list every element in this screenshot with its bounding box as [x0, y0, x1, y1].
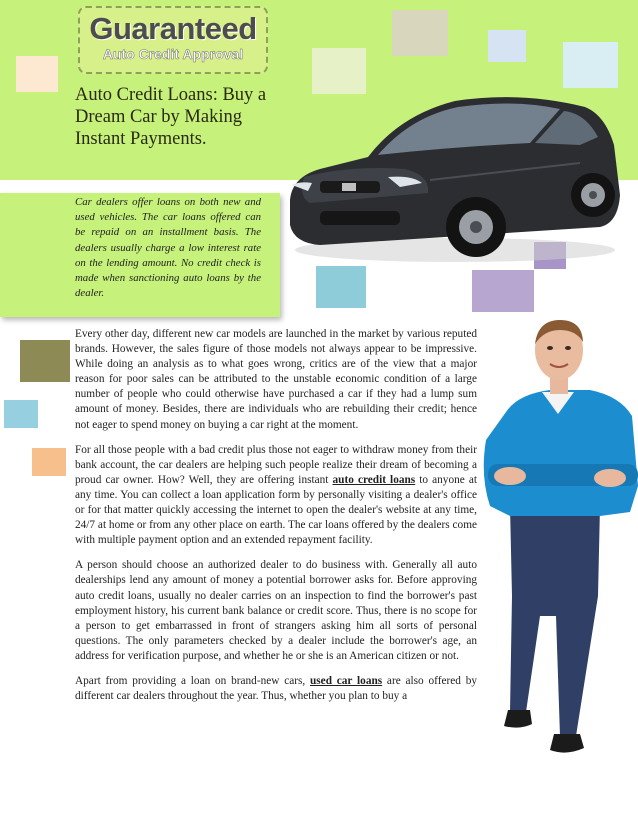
paragraph-2-end: to anyone at any time. You can collect a loan application form by personally visiting a dealer's office or for that matter quickly accessing the internet to open the dealer's website at any time, 24/7 at home or from any other place on earth. The car loans offered by the dealers come with multiple payment option and an extended repayment facility.: [75, 473, 477, 547]
deco-square: [4, 400, 38, 428]
paragraph-4-start: Apart from providing a loan on brand-new cars,: [75, 674, 310, 687]
deco-square: [488, 30, 526, 62]
deco-square: [472, 270, 534, 312]
used-car-loans-link[interactable]: used car loans: [310, 674, 383, 687]
paragraph-2: [75, 443, 477, 549]
guaranteed-logo: [78, 6, 268, 74]
paragraph-4-end: are also offered by different car dealers throughout the year. Thus, whether you plan to buy a: [75, 674, 477, 703]
deco-square: [16, 56, 58, 92]
man-image: [480, 316, 638, 756]
logo-line-1: Guaranteed: [89, 11, 257, 46]
paragraph-1: Every other day, different new car models are launched in the market by various reputed brands. However, the sales figure of those models not always appear to be impressive. While doing an analysis as to what goes wrong, critics are of the view that a major reason for poor sales can be attributed to the unstable economic condition of a large number of people who could otherwise have purchased a car if they had a lump sum amount of money. Besides, there are individuals who are rebuilding their credit; hence not eager to spend money on buying a car right at the moment.: [75, 328, 477, 431]
deco-square: [392, 10, 448, 56]
car-image: [280, 85, 625, 265]
deco-square: [316, 266, 366, 308]
page-title: Auto Credit Loans: Buy a Dream Car by Making Instant Payments.: [75, 85, 267, 149]
auto-credit-loans-link[interactable]: auto credit loans: [332, 473, 416, 486]
deco-square: [20, 340, 70, 382]
logo-line-2: Auto Credit Approval: [102, 46, 244, 62]
article-body: [75, 327, 477, 714]
deco-square: [563, 42, 618, 88]
intro-text: Car dealers offer loans on both new and used vehicles. The car loans offered can be repaid on an installment basis. The dealers usually charge a low interest rate on the lending amount. No credit check is made when sanctioning auto loans by the dealer.: [75, 196, 261, 300]
deco-square: [32, 448, 66, 476]
paragraph-2-start: For all those people with a bad credit plus those not eager to withdraw money from their bank account, the car dealers are helping such people realize their dream of becoming a proud car owner. How? Well, they are offering instant: [75, 443, 477, 486]
paragraph-3: A person should choose an authorized dealer to do business with. Generally all auto dealerships lend any amount of money a potential borrower asks for. Before approving auto credit loans, usually no dealer carries on an inspection to find the borrower's past employment history, his current bank balance or credit score. Thus, there is no scope for a person to get embarrassed in front of strangers asking him all sorts of personal questions. The only parameters checked by a dealer include the borrower's age, an address for verification purpose, and whether he or she is an American citizen or not.: [75, 559, 477, 662]
paragraph-4: [75, 674, 477, 704]
